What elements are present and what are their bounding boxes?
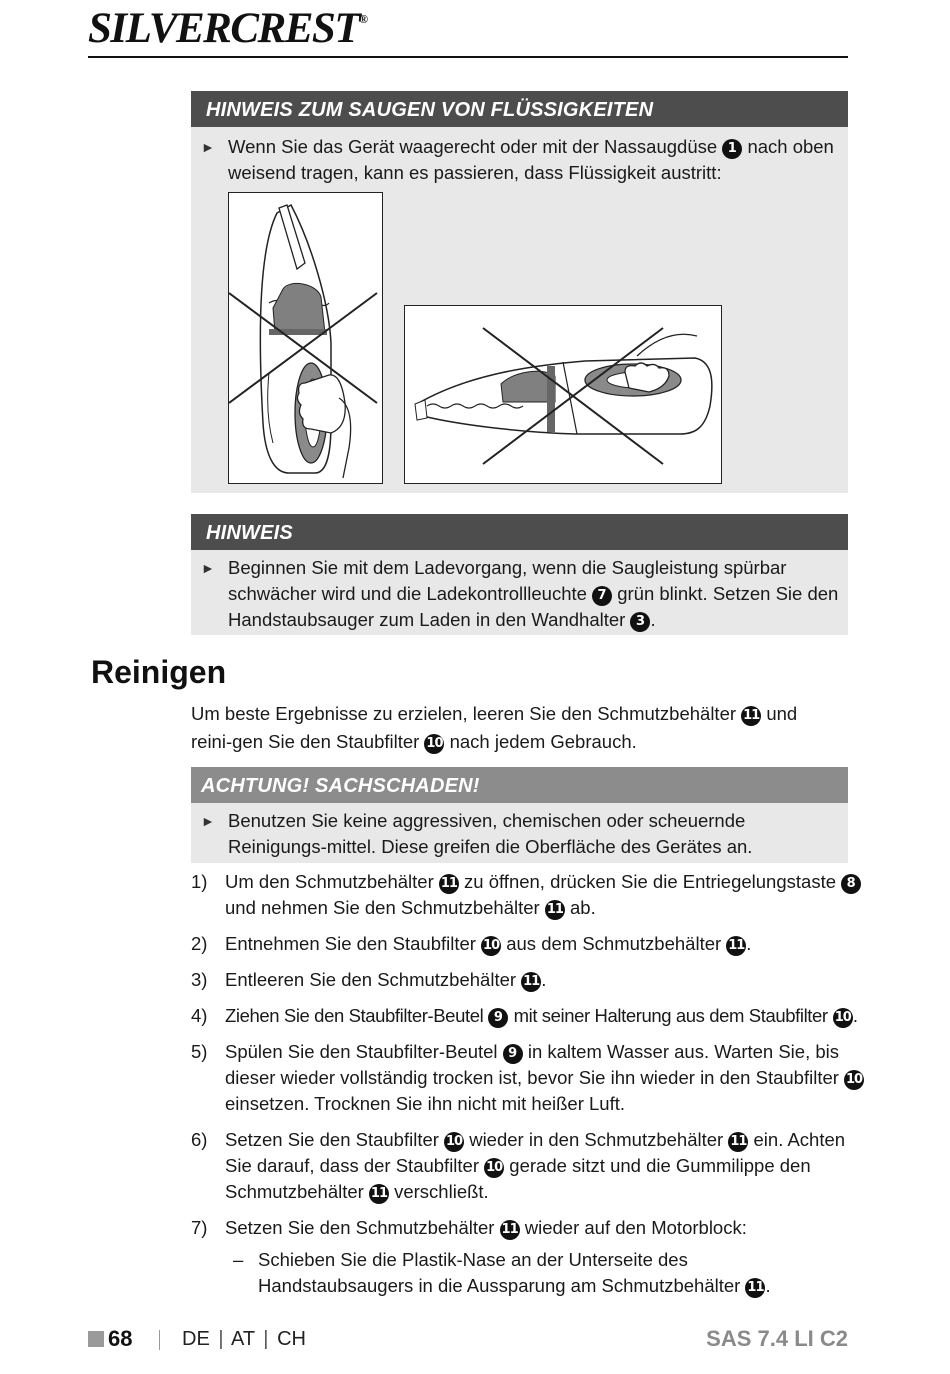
ref-number: 10 (444, 1132, 464, 1152)
step-item: 3) Entleeren Sie den Schmutzbehälter 11 . (191, 969, 547, 990)
ref-number: 10 (484, 1158, 504, 1178)
footer-square-icon (88, 1331, 104, 1347)
ref-number: 10 (481, 936, 501, 956)
section-intro: Um beste Ergebnisse zu erzielen, leeren Sie den Schmutzbehälter 11 und reini-gen Sie den Staubfilter 10 nach jedem Gebrauch. (191, 703, 798, 752)
page-number: 68 (108, 1326, 133, 1351)
ref-number: 11 (521, 972, 541, 992)
ref-number: 11 (728, 1132, 748, 1152)
bullet-arrow-icon: ► (201, 560, 215, 576)
ref-number: 3 (630, 612, 650, 632)
notice-charging-box (191, 514, 848, 635)
step-item: 6) Setzen Sie den Staubfilter 10 wieder in den Schmutzbehälter 11 ein. Achten Sie darauf, dass der Staubfilter 10 gerade sitzt und die Gummilippe den Schmutzbehälter 11 verschließt. (191, 1129, 846, 1202)
brand-logo: SILVERCREST® (88, 5, 367, 52)
ref-number: 11 (741, 706, 761, 726)
ref-number: 9 (488, 1008, 508, 1028)
bullet-arrow-icon: ► (201, 813, 215, 829)
figure-horizontal-device (404, 305, 722, 484)
ref-number: 10 (833, 1008, 853, 1028)
ref-number: 1 (722, 139, 742, 159)
cleaning-steps (191, 869, 871, 1299)
step-item: 5) Spülen Sie den Staubfilter-Beutel 9 in kaltem Wasser aus. Warten Sie, bis dieser wieder vollständig trocken ist, bevor Sie ihn wieder in den Staubfilter 10 einsetzen. Trocknen Sie ihn nicht mit heißer Luft. (191, 1041, 863, 1114)
model-number: SAS 7.4 LI C2 (706, 1326, 848, 1351)
notice-liquids-title: HINWEIS ZUM SAUGEN VON FLÜSSIGKEITEN (191, 91, 848, 127)
footer-divider (159, 1330, 160, 1350)
header-rule (88, 56, 848, 58)
step-item: 7) Setzen Sie den Schmutzbehälter 11 wieder auf den Motorblock: (191, 1217, 747, 1238)
caution-item: ► Benutzen Sie keine aggressiven, chemischen oder scheuernde Reinigungs-mittel. Diese greifen die Oberfläche des Gerätes an. (201, 810, 753, 857)
notice-liquids-item: ► Wenn Sie das Gerät waagerecht oder mit der Nassaugdüse 1 nach oben weisend tragen, kann es passieren, dass Flüssigkeit austritt: (201, 136, 834, 183)
ref-number: 9 (503, 1044, 523, 1064)
vacuum-vertical-illustration (229, 193, 381, 482)
ref-number: 11 (500, 1220, 520, 1240)
ref-number: 11 (745, 1278, 765, 1298)
step-item: 1) Um den Schmutzbehälter 11 zu öffnen, drücken Sie die Entriegelungstaste 8 und nehmen Sie den Schmutzbehälter 11 ab. (191, 869, 871, 921)
figure-vertical-device (228, 192, 383, 484)
step-item: 2) Entnehmen Sie den Staubfilter 10 aus dem Schmutzbehälter 11 . (191, 933, 752, 954)
language-codes: DE | AT | CH (182, 1328, 306, 1350)
caution-box (191, 767, 848, 863)
ref-number: 7 (592, 586, 612, 606)
ref-number: 10 (844, 1070, 864, 1090)
section-title: Reinigen (91, 654, 227, 690)
notice-liquids-box (191, 91, 848, 493)
ref-number: 11 (726, 936, 746, 956)
ref-number: 10 (424, 734, 444, 754)
bullet-arrow-icon: ► (201, 139, 215, 155)
notice-charging-title: HINWEIS (191, 514, 848, 550)
step-item: 4) Ziehen Sie den Staubfilter-Beutel 9 mit seiner Halterung aus dem Staubfilter 10 . (191, 1005, 858, 1026)
ref-number: 11 (545, 900, 565, 920)
caution-title: ACHTUNG! SACHSCHADEN! (191, 767, 848, 803)
ref-number: 8 (841, 874, 861, 894)
vacuum-horizontal-illustration (405, 306, 720, 482)
notice-charging-item: ► Beginnen Sie mit dem Ladevorgang, wenn die Saugleistung spürbar schwächer wird und die Ladekontrollleuchte 7 grün blinkt. Setzen Sie den Handstaubsauger zum Laden in den Wandhalter 3 . (201, 557, 839, 630)
ref-number: 11 (439, 874, 459, 894)
step-subitem: – Schieben Sie die Plastik-Nase an der Unterseite des Handstaubsaugers in die Aussparung am Schmutzbehälter 11 . (233, 1249, 771, 1296)
ref-number: 11 (369, 1184, 389, 1204)
